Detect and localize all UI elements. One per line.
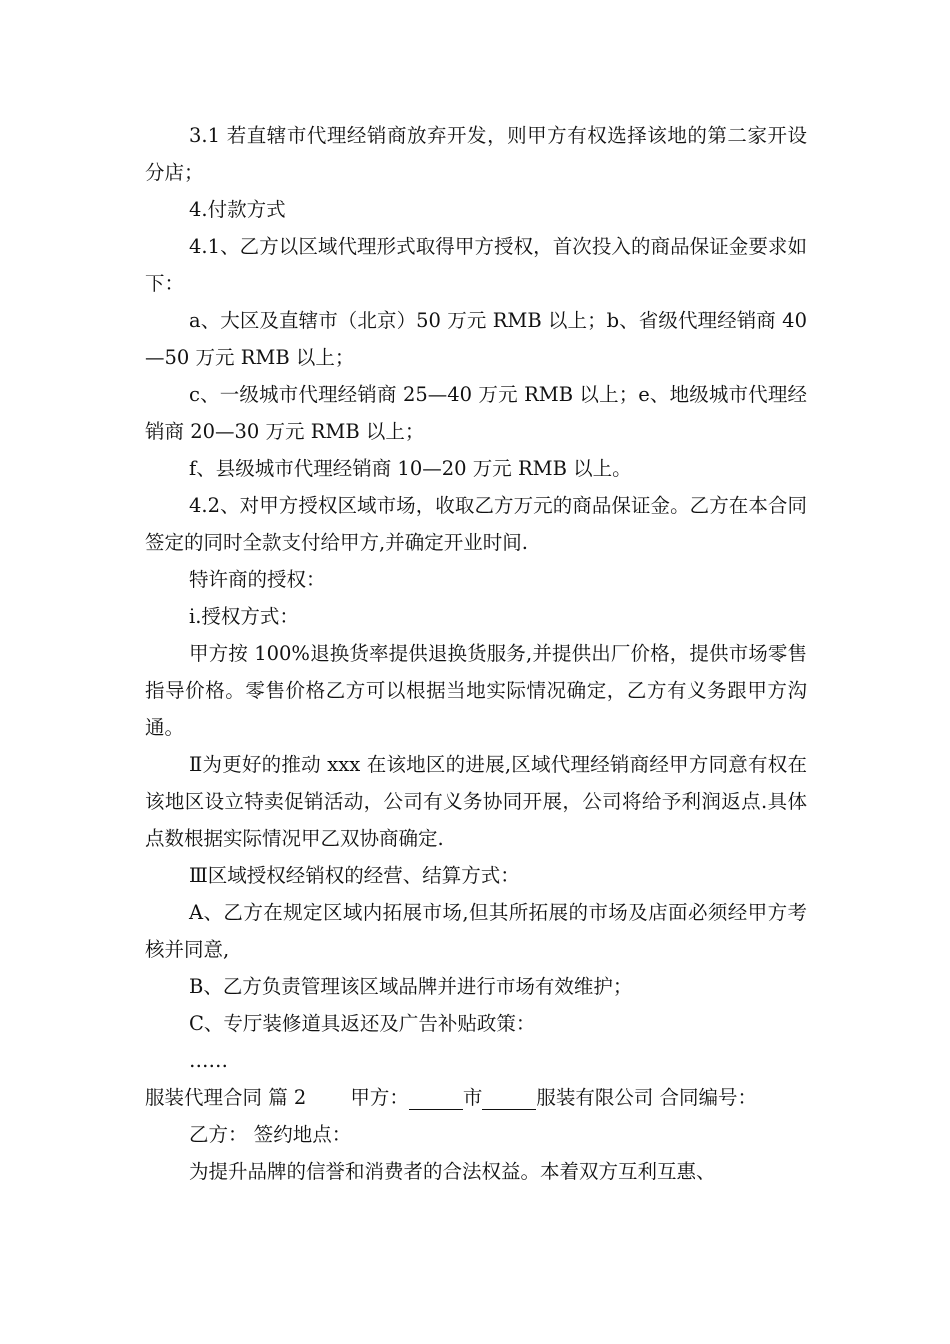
authorization-method-heading: i.授权方式： [189,605,299,628]
city-suffix: 市 [462,1086,483,1109]
preamble: 为提升品牌的信誉和消费者的合法权益。本着双方互利互惠、 [189,1160,716,1183]
deposit-item-a-b: a、大区及直辖市（北京）50 万元 RMB 以上；b、省级代理经销商 40—50 万元 RMB 以上； [145,309,807,369]
settlement-item-b: B、乙方负责管理该区域品牌并进行市场有效维护； [189,975,633,998]
clause-4-2: 4.2、对甲方授权区域市场，收取乙方万元的商品保证金。乙方在本合同签定的同时全款支付给甲方,并确定开业时间. [145,494,807,554]
franchise-heading: 特许商的授权： [189,568,326,591]
ellipsis: …… [189,1049,228,1072]
authorization-method-text: 甲方按 100%退换货率提供退换货服务,并提供出厂价格，提供市场零售指导价格。零售价格乙方可以根据当地实际情况确定，乙方有义务跟甲方沟通。 [145,642,807,739]
clause-3-1: 3.1 若直辖市代理经销商放弃开发，则甲方有权选择该地的第二家开设分店； [145,124,807,184]
contract-header-line [145,1079,807,1116]
company-blank [482,1085,536,1110]
settlement-heading: Ⅲ区域授权经销权的经营、结算方式： [189,864,520,887]
promotion-clause: Ⅱ为更好的推动 xxx 在该地区的进展,区域代理经销商经甲方同意有权在该地区设立特卖促销活动，公司有义务协同开展，公司将给予利润返点.具体点数根据实际情况甲乙双协商确定. [145,753,807,850]
city-blank [409,1085,463,1110]
party-a-label: 甲方： [350,1086,409,1109]
deposit-item-f: f、县级城市代理经销商 10—20 万元 RMB 以上。 [189,457,632,480]
company-suffix: 服装有限公司 合同编号： [536,1086,758,1109]
settlement-item-c: C、专厅装修道具返还及广告补贴政策： [189,1012,536,1035]
document-body [145,117,807,1190]
contract-title: 服装代理合同 篇 2 [145,1086,307,1109]
clause-4-1: 4.1、乙方以区域代理形式取得甲方授权，首次投入的商品保证金要求如下： [145,235,807,295]
settlement-item-a: A、乙方在规定区域内拓展市场,但其所拓展的市场及店面必须经甲方考核并同意, [145,901,807,961]
deposit-item-c-e: c、一级城市代理经销商 25—40 万元 RMB 以上；e、地级城市代理经销商 20—30 万元 RMB 以上； [145,383,807,443]
party-b-line: 乙方： 签约地点： [189,1123,352,1146]
payment-heading: 4.付款方式 [189,198,286,221]
